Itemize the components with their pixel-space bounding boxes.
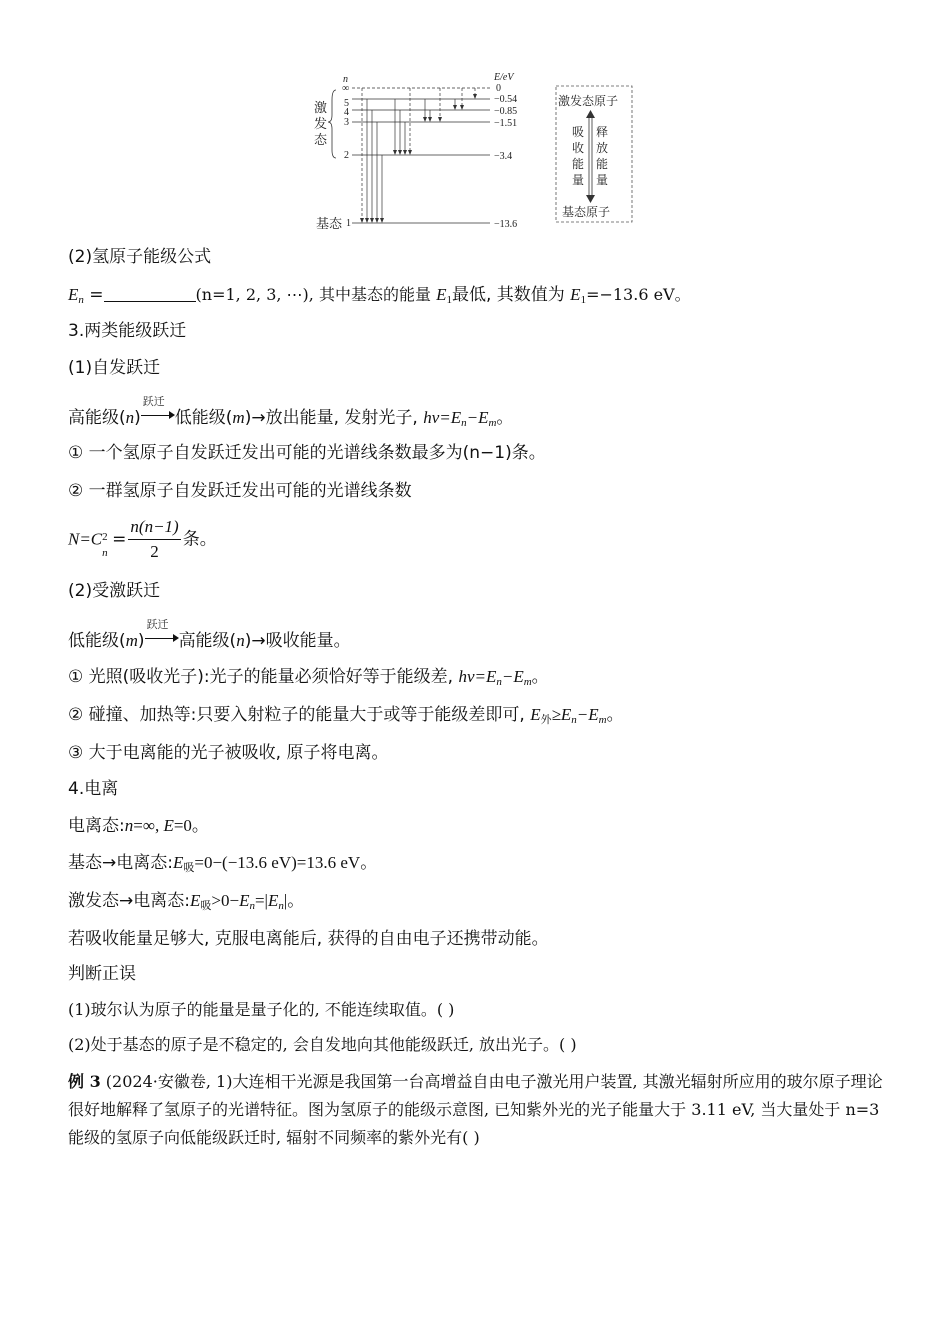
level-e-5: −0.54	[494, 94, 518, 105]
excited-point-2: ② 碰撞、加热等:只要入射粒子的能量大于或等于能级差即可, $E_外\ge E_n-E_m$。	[68, 705, 624, 726]
spontaneous-transition-line	[68, 395, 938, 434]
ion-1-a: 电离态:	[68, 816, 125, 836]
e1-sub: 1	[446, 294, 452, 306]
ion-3-fn: n	[278, 900, 284, 912]
energy-formula-line	[68, 284, 938, 311]
ion-3-d: E	[239, 891, 250, 910]
spontaneous-title: (1)自发跃迁	[68, 358, 161, 378]
comb-end: 条。	[182, 529, 217, 550]
en-sub: n	[78, 294, 84, 306]
level-e-3: −1.51	[494, 118, 518, 129]
ion-1-d: E	[163, 816, 174, 835]
ion-1-b: n	[124, 816, 134, 835]
excite-to-end: )→吸收能量。	[244, 631, 351, 651]
level-e-inf: 0	[496, 83, 501, 94]
kinetic-energy-note: 若吸收能量足够大, 克服电离能后, 获得的自由电子还携带动能。	[68, 929, 549, 949]
ionization-state-line	[68, 815, 938, 837]
level-n-2: 2	[344, 150, 349, 161]
en-symbol: E	[68, 285, 79, 304]
spont-from: 高能级(	[68, 408, 126, 428]
spontaneous-point-1: ① 一个氢原子自发跃迁发出可能的光谱线条数最多为(n−1)条。	[68, 443, 546, 463]
excite-2-sub: 外	[540, 713, 552, 726]
energy-level-diagram	[300, 70, 640, 235]
section-4-title: 4.电离	[68, 779, 119, 799]
excited-point-3: ③ 大于电离能的光子被吸收, 原子将电离。	[68, 743, 389, 763]
release-char-4: 量	[596, 173, 609, 187]
excite-1-formula: hν=E	[458, 667, 497, 686]
box-bottom-label: 基态原子	[562, 205, 611, 219]
comb-fraction	[128, 515, 180, 564]
absorb-char-4: 量	[572, 173, 585, 187]
excite-1-n: n	[496, 676, 502, 688]
en-eq: =	[83, 285, 104, 305]
arrow-label: 跃迁	[146, 618, 169, 631]
transition-arrow-icon	[145, 618, 179, 650]
excite-2-text: ② 碰撞、加热等:只要入射粒子的能量大于或等于能级差即可,	[68, 705, 531, 725]
excite-from: 低能级(	[68, 631, 126, 651]
spont-formula-minus: −E	[466, 408, 489, 427]
judge-item-1: (1)玻尔认为原子的能量是量子化的, 不能连续取值。( )	[68, 1000, 455, 1019]
box-top-label: 激发态原子	[558, 94, 619, 108]
comb-eq: =	[112, 529, 127, 550]
release-char-1: 释	[596, 125, 609, 139]
combination-formula	[68, 515, 938, 564]
excited-label-3: 态	[314, 133, 328, 148]
ground-to-ion-line	[68, 852, 938, 879]
ion-1-c: =∞,	[133, 816, 164, 835]
excited-point-1: ① 光照(吸收光子):光子的能量必须恰好等于能级差, $h\nu=E_n-E_m$。	[68, 667, 549, 688]
level-e-4: −0.85	[494, 106, 518, 117]
level-e-2: −3.4	[494, 151, 513, 162]
spontaneous-point-2: ② 一群氢原子自发跃迁发出可能的光谱线条数	[68, 481, 412, 501]
example-3-paragraph	[68, 1068, 888, 1152]
comb-sup: 2	[102, 530, 108, 543]
spont-from-end: )	[134, 408, 141, 428]
ion-3-f: E	[267, 891, 279, 910]
ion-2-c: =0−(−13.6 eV)=13.6 eV。	[194, 853, 378, 872]
energy-level-svg	[300, 70, 640, 235]
e1-rest: 最低, 其数值为	[451, 285, 571, 305]
example-source: (2024·安徽卷, 1)	[100, 1072, 233, 1091]
ion-3-sub: 吸	[200, 899, 212, 912]
example-text: 大连相干光源是我国第一台高增益自由电子激光用户装置, 其激光辐射所应用的玻尔原子理论很好地解释了氢原子的光谱特征。图为氢原子的能级示意图, 已知紫外光的光子能量大于 3.11 eV, 当大量处于 n=3 能级的氢原子向低能级跃迁时, 辐射不同频率的紫外光有( )	[68, 1072, 883, 1147]
excite-2-formula: E	[530, 705, 541, 724]
e1b-sub: 1	[580, 294, 587, 306]
excite-from-end: )	[137, 631, 145, 651]
absorb-char-3: 能	[572, 157, 585, 171]
spont-to-end: )→放出能量, 发射光子,	[244, 408, 424, 428]
level-n-inf: ∞	[342, 83, 350, 94]
spont-to: 低能级(	[174, 408, 233, 428]
excited-label-2: 发	[314, 117, 328, 132]
formula-section-title: (2)氢原子能级公式	[68, 247, 212, 267]
level-n-4: 4	[344, 107, 349, 118]
formula-blank[interactable]	[104, 285, 196, 302]
ion-3-e: =|	[254, 891, 268, 910]
excite-2-rest: ≥E	[551, 705, 572, 724]
excited-transition-line	[68, 618, 938, 652]
excite-from-var: m	[125, 631, 138, 650]
e1-value: =−13.6 eV。	[586, 285, 691, 304]
comb-indices	[102, 530, 112, 559]
e1b-symbol: E	[570, 285, 581, 304]
level-n-5: 5	[344, 98, 349, 109]
excite-1-text: ① 光照(吸收光子):光子的能量必须恰好等于能级差,	[68, 667, 459, 687]
ion-2-sub: 吸	[183, 861, 195, 874]
excited-label-1: 激	[314, 101, 328, 116]
excite-to-var: n	[236, 631, 245, 650]
judge-item-2: (2)处于基态的原子是不稳定的, 会自发地向其他能级跃迁, 放出光子。( )	[68, 1035, 577, 1054]
ion-3-g: |。	[283, 891, 305, 910]
release-char-3: 能	[596, 157, 609, 171]
ion-3-a: 激发态→电离态:	[68, 891, 190, 911]
comb-numerator: n(n−1)	[128, 515, 180, 540]
comb-sub: n	[102, 546, 108, 559]
axis-n-label: n	[343, 74, 348, 85]
spont-end: 。	[496, 408, 514, 428]
spont-to-var: m	[232, 408, 245, 427]
spont-formula-n: n	[461, 417, 467, 429]
ion-2-a: 基态→电离态:	[68, 853, 173, 873]
judge-title: 判断正误	[68, 964, 136, 984]
ion-3-dn: n	[249, 900, 255, 912]
level-n-3: 3	[344, 117, 349, 128]
excited-to-ion-line	[68, 890, 938, 917]
ion-3-b: E	[189, 891, 201, 910]
ion-2-b: E	[172, 853, 184, 872]
spont-formula: hν=E	[423, 408, 462, 427]
ground-label: 基态	[316, 217, 343, 232]
absorb-char-1: 吸	[572, 125, 585, 139]
level-e-1: −13.6	[494, 219, 518, 230]
axis-e-label: E/eV	[494, 72, 514, 83]
transition-arrow-icon	[141, 395, 175, 427]
comb-lhs: N=C	[68, 529, 103, 549]
section-3-title: 3.两类能级跃迁	[68, 321, 187, 341]
example-label: 例 3	[68, 1072, 101, 1091]
e1-symbol: E	[436, 285, 447, 304]
absorb-char-2: 收	[572, 141, 585, 155]
release-char-2: 放	[596, 141, 609, 155]
spont-from-var: n	[125, 408, 135, 427]
excite-1-m: m	[523, 676, 532, 688]
n-range-text: (n=1, 2, 3, ⋯), 其中基态的能量	[195, 285, 437, 304]
level-n-1: 1	[346, 218, 351, 229]
excited-transition-title: (2)受激跃迁	[68, 581, 161, 601]
ion-3-c: >0−	[211, 891, 240, 910]
arrow-label: 跃迁	[142, 395, 165, 408]
comb-denominator: 2	[150, 542, 159, 561]
excite-to: 高能级(	[178, 631, 237, 651]
ion-1-e: =0。	[173, 816, 209, 835]
spont-formula-m: m	[488, 417, 497, 429]
